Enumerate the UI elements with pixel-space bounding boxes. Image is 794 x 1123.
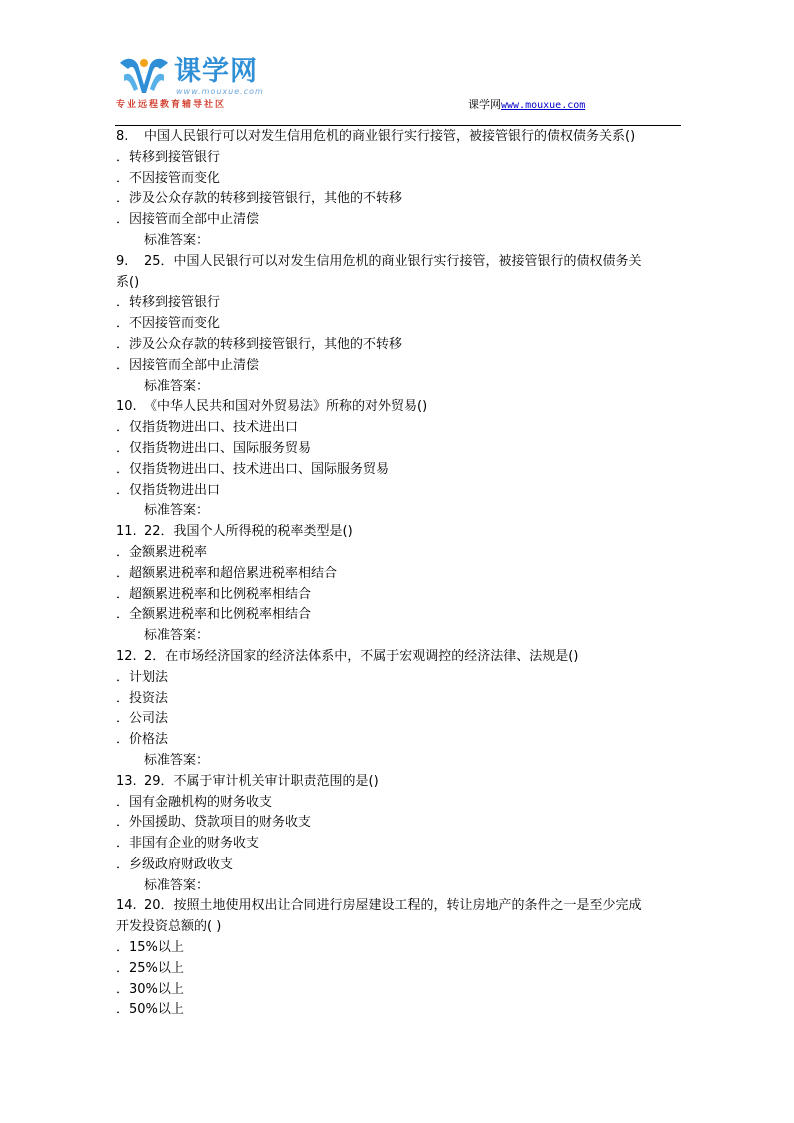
standard-answer-label: 标准答案： xyxy=(144,628,210,644)
question-block xyxy=(116,647,686,772)
answer-option[interactable]: ．价格法 xyxy=(116,732,169,748)
answer-option[interactable]: ．公司法 xyxy=(116,711,169,727)
question-number: 11. xyxy=(116,524,137,540)
answer-option[interactable]: ．仅指货物进出口、技术进出口 xyxy=(116,420,299,436)
question-number: 12. xyxy=(116,648,137,664)
question-block xyxy=(116,252,686,398)
question-number: 14. xyxy=(116,898,137,914)
question-text: 20．按照土地使用权出让合同进行房屋建设工程的，转让房地产的条件之一是至少完成 xyxy=(144,898,642,914)
question-text: 29．不属于审计机关审计职责范围的是() xyxy=(144,773,379,789)
question-list xyxy=(116,127,686,1021)
site-link xyxy=(468,96,585,112)
question-block xyxy=(116,896,686,1021)
answer-option[interactable]: ．非国有企业的财务收支 xyxy=(116,836,260,852)
answer-option[interactable]: ．不因接管而变化 xyxy=(116,170,221,186)
answer-option[interactable]: ．超额累进税率和比例税率相结合 xyxy=(116,586,312,602)
standard-answer-label: 标准答案： xyxy=(144,378,210,394)
question-block xyxy=(116,397,686,522)
question-stem xyxy=(116,252,686,273)
answer-option[interactable]: ．因接管而全部中止清偿 xyxy=(116,212,260,228)
answer-option[interactable]: ．计划法 xyxy=(116,669,169,685)
answer-option[interactable]: ．仅指货物进出口 xyxy=(116,482,221,498)
question-text: 25．中国人民银行可以对发生信用危机的商业银行实行接管，被接管银行的债权债务关 xyxy=(144,253,642,269)
logo-url: www.mouxue.com xyxy=(176,87,264,96)
question-number: 8. xyxy=(116,129,129,144)
question-text: 《中华人民共和国对外贸易法》所称的对外贸易() xyxy=(144,399,428,415)
answer-option[interactable]: ．仅指货物进出口、技术进出口、国际服务贸易 xyxy=(116,461,390,477)
question-text-continued: 开发投资总额的( ) xyxy=(116,919,222,935)
answer-option[interactable]: ．30%以上 xyxy=(116,981,184,997)
answer-option[interactable]: ．金额累进税率 xyxy=(116,544,208,560)
question-stem xyxy=(116,896,686,917)
answer-option[interactable]: ．涉及公众存款的转移到接管银行，其他的不转移 xyxy=(116,336,403,352)
answer-option[interactable]: ．乡级政府财政收支 xyxy=(116,856,234,872)
question-text: 2．在市场经济国家的经济法体系中，不属于宏观调控的经济法律、法规是() xyxy=(144,648,579,664)
answer-option[interactable]: ．投资法 xyxy=(116,690,169,706)
question-number: 10. xyxy=(116,399,137,415)
header-divider xyxy=(115,125,681,126)
question-text: 22．我国个人所得税的税率类型是() xyxy=(144,524,353,540)
logo-tagline: 专业远程教育辅导社区 xyxy=(116,100,227,110)
answer-option[interactable]: ．国有金融机构的财务收支 xyxy=(116,794,273,810)
answer-option[interactable]: ．15%以上 xyxy=(116,940,184,956)
standard-answer-label: 标准答案： xyxy=(144,232,210,248)
question-stem xyxy=(116,522,686,543)
answer-option[interactable]: ．超额累进税率和超倍累进税率相结合 xyxy=(116,565,338,581)
site-logo[interactable] xyxy=(116,55,286,110)
standard-answer-label: 标准答案： xyxy=(144,752,210,768)
question-number: 9. xyxy=(116,253,129,269)
answer-option[interactable]: ．50%以上 xyxy=(116,1002,184,1018)
answer-option[interactable]: ．25%以上 xyxy=(116,960,184,976)
question-stem xyxy=(116,397,686,418)
question-text: 中国人民银行可以对发生信用危机的商业银行实行接管，被接管银行的债权债务关系() xyxy=(144,129,636,144)
standard-answer-label: 标准答案： xyxy=(144,877,210,893)
site-url-link[interactable]: www.mouxue.com xyxy=(501,100,586,111)
site-label: 课学网 xyxy=(468,98,501,111)
question-stem xyxy=(116,127,686,148)
logo-title: 课学网 xyxy=(174,56,258,87)
logo-emblem-icon xyxy=(116,55,172,101)
answer-option[interactable]: ．涉及公众存款的转移到接管银行，其他的不转移 xyxy=(116,191,403,207)
question-block xyxy=(116,522,686,647)
question-block xyxy=(116,127,686,252)
answer-option[interactable]: ．全额累进税率和比例税率相结合 xyxy=(116,607,312,623)
question-stem xyxy=(116,647,686,668)
page-header xyxy=(0,0,794,130)
question-stem xyxy=(116,772,686,793)
question-number: 13. xyxy=(116,773,137,789)
answer-option[interactable]: ．仅指货物进出口、国际服务贸易 xyxy=(116,440,312,456)
answer-option[interactable]: ．外国援助、贷款项目的财务收支 xyxy=(116,815,312,831)
answer-option[interactable]: ．转移到接管银行 xyxy=(116,149,221,165)
answer-option[interactable]: ．因接管而全部中止清偿 xyxy=(116,357,260,373)
answer-option[interactable]: ．不因接管而变化 xyxy=(116,316,221,332)
question-text-continued: 系() xyxy=(116,274,140,290)
question-block xyxy=(116,772,686,897)
standard-answer-label: 标准答案： xyxy=(144,503,210,519)
answer-option[interactable]: ．转移到接管银行 xyxy=(116,295,221,311)
